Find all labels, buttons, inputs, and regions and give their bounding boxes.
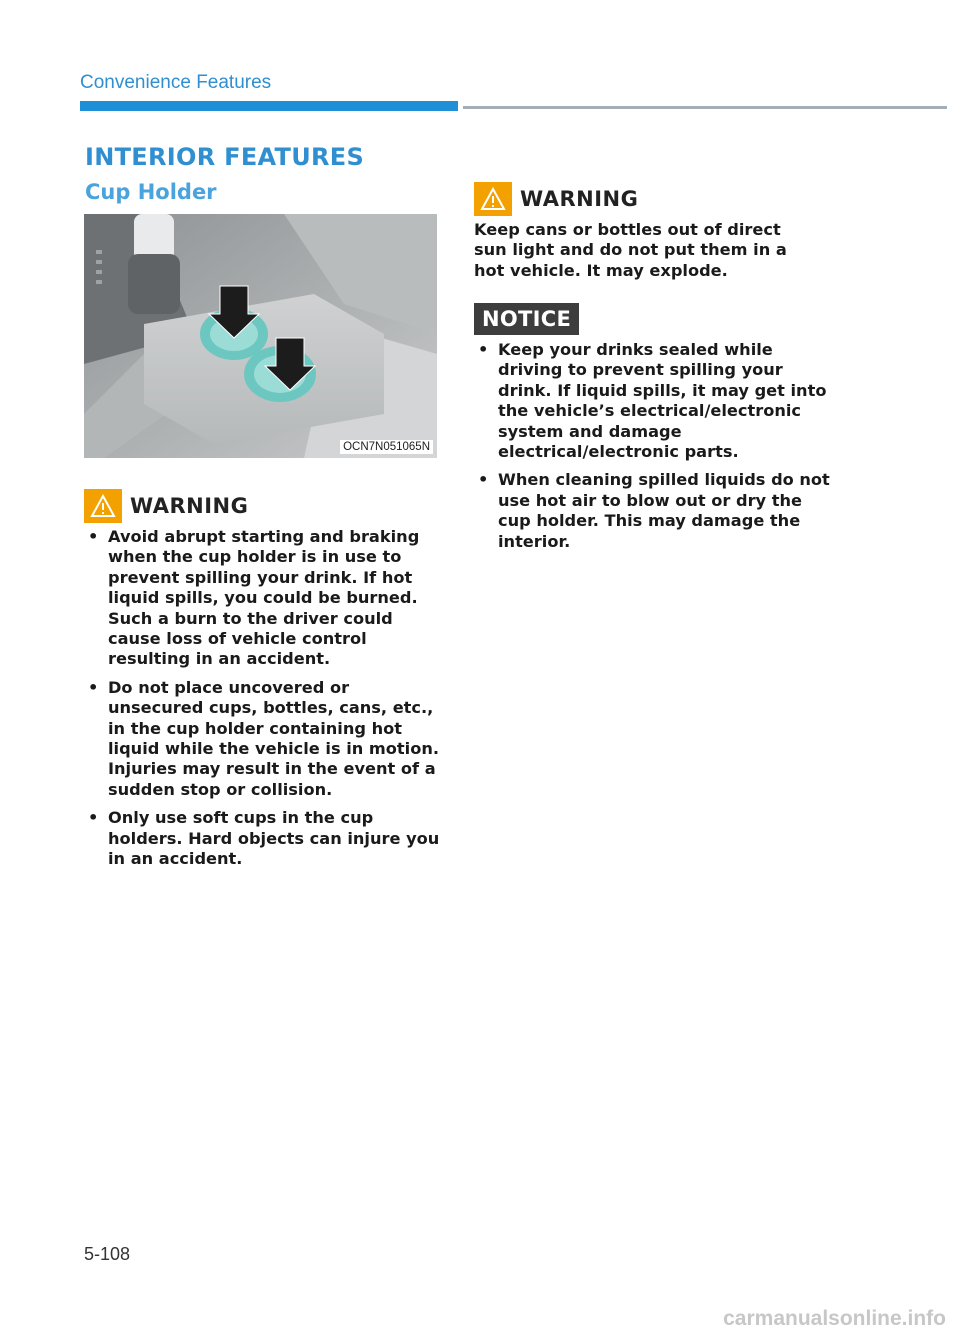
notice-list xyxy=(476,340,832,560)
list-item: • Do not place uncovered or unsecured cups, bottles, cans, etc., in the cup holder containing hot liquid while the vehicle is in motion. Injuries may result in the event of a sudden stop or collision. xyxy=(86,678,442,800)
sub-heading: Cup Holder xyxy=(85,180,217,204)
warning-heading xyxy=(474,182,638,216)
warning-list xyxy=(86,527,442,878)
list-item: • Keep your drinks sealed while driving to prevent spilling your drink. If liquid spills, it may get into the vehicle’s electrical/electronic system and damage electrical/electronic parts. xyxy=(476,340,832,462)
cup-holder-illustration xyxy=(84,214,437,458)
figure-code: OCN7N051065N xyxy=(340,440,433,454)
notice-badge: NOTICE xyxy=(474,303,579,335)
section-title: Convenience Features xyxy=(80,72,272,93)
list-item: • When cleaning spilled liquids do not use hot air to blow out or dry the cup holder. This may damage the interior. xyxy=(476,470,832,552)
watermark: carmanualsonline.info xyxy=(723,1307,946,1330)
section-rule-gray xyxy=(463,106,947,109)
warning-label: WARNING xyxy=(520,187,639,211)
page-number: 5-108 xyxy=(84,1244,131,1264)
warning-heading xyxy=(84,489,248,523)
cup-holder-figure xyxy=(84,214,437,458)
chapter-heading: INTERIOR FEATURES xyxy=(85,143,365,171)
warning-icon xyxy=(84,489,122,523)
section-rule-blue xyxy=(80,101,458,111)
list-item: • Avoid abrupt starting and braking when the cup holder is in use to prevent spilling your drink. If hot liquid spills, you could be burned. Such a burn to the driver could cause loss of vehicle control resulting in an accident. xyxy=(86,527,442,670)
warning-icon xyxy=(474,182,512,216)
list-item: • Only use soft cups in the cup holders. Hard objects can injure you in an accident. xyxy=(86,808,442,869)
warning-text: Keep cans or bottles out of direct sun light and do not put them in a hot vehicle. It may explode. xyxy=(474,220,787,280)
warning-label: WARNING xyxy=(130,494,249,518)
